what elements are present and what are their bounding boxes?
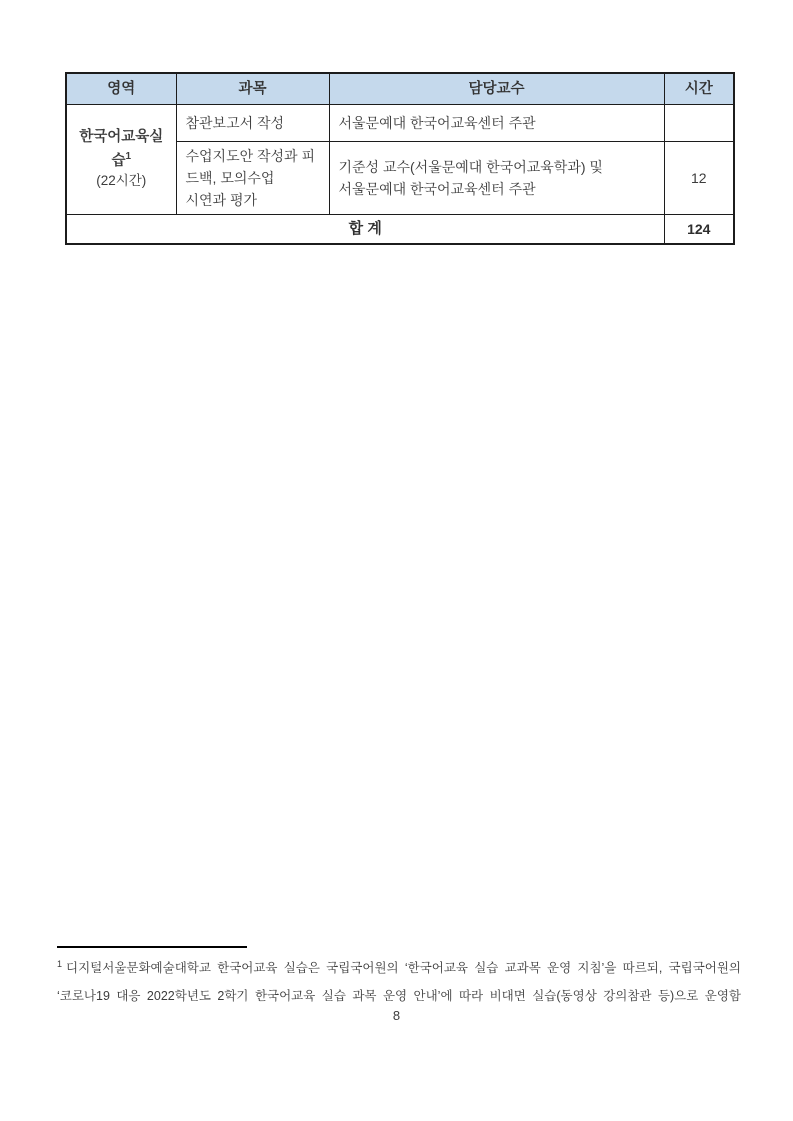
footnote-separator-line bbox=[57, 946, 247, 948]
subject-cell bbox=[176, 141, 329, 214]
hours-cell: 12 bbox=[664, 141, 734, 214]
area-title-text: 한국어교육실습 bbox=[79, 129, 164, 169]
footnote-line-2 bbox=[57, 982, 741, 1010]
page-number: 8 bbox=[392, 1008, 401, 1023]
total-value: 124 bbox=[664, 214, 734, 244]
header-hours: 시간 bbox=[664, 73, 734, 104]
table-total-row bbox=[66, 214, 734, 244]
footnote bbox=[57, 950, 741, 1010]
total-label: 합 계 bbox=[66, 214, 664, 244]
table-header-row bbox=[66, 73, 734, 104]
professor-cell bbox=[329, 141, 664, 214]
hours-cell bbox=[664, 104, 734, 141]
area-title bbox=[76, 127, 167, 171]
professor-cell: 서울문예대 한국어교육센터 주관 bbox=[329, 104, 664, 141]
professor-line: 서울문예대 한국어교육센터 주관 bbox=[338, 180, 536, 197]
footnote-marker: 1 bbox=[57, 959, 63, 969]
header-subject: 과목 bbox=[176, 73, 329, 104]
header-professor: 담당교수 bbox=[329, 73, 664, 104]
footnote-text-1: 디지털서울문화예술대학교 한국어교육 실습은 국립국어원의 ‘한국어교육 실습 교과목 운영 지침’을 따르되, 국립국어원의 bbox=[66, 961, 741, 976]
table-row bbox=[66, 104, 734, 141]
professor-line: 기준성 교수(서울문예대 한국어교육학과) 및 bbox=[338, 158, 603, 175]
course-hours-table bbox=[65, 72, 735, 245]
area-subtitle: (22시간) bbox=[96, 172, 147, 188]
subject-line: 수업지도안 작성과 피드백, 모의수업 bbox=[185, 147, 315, 186]
area-cell bbox=[66, 104, 176, 214]
subject-line: 시연과 평가 bbox=[185, 191, 258, 208]
header-area: 영역 bbox=[66, 73, 176, 104]
footnote-line-1 bbox=[57, 950, 741, 982]
footnote-reference-mark: 1 bbox=[125, 151, 132, 163]
subject-cell: 참관보고서 작성 bbox=[176, 104, 329, 141]
footnote-text-2: ‘코로나19 대응 2022학년도 2학기 한국어교육 실습 과목 운영 안내’에 따라 비대면 실습(동영상 강의참관 등)으로 운영함 bbox=[57, 989, 741, 1004]
